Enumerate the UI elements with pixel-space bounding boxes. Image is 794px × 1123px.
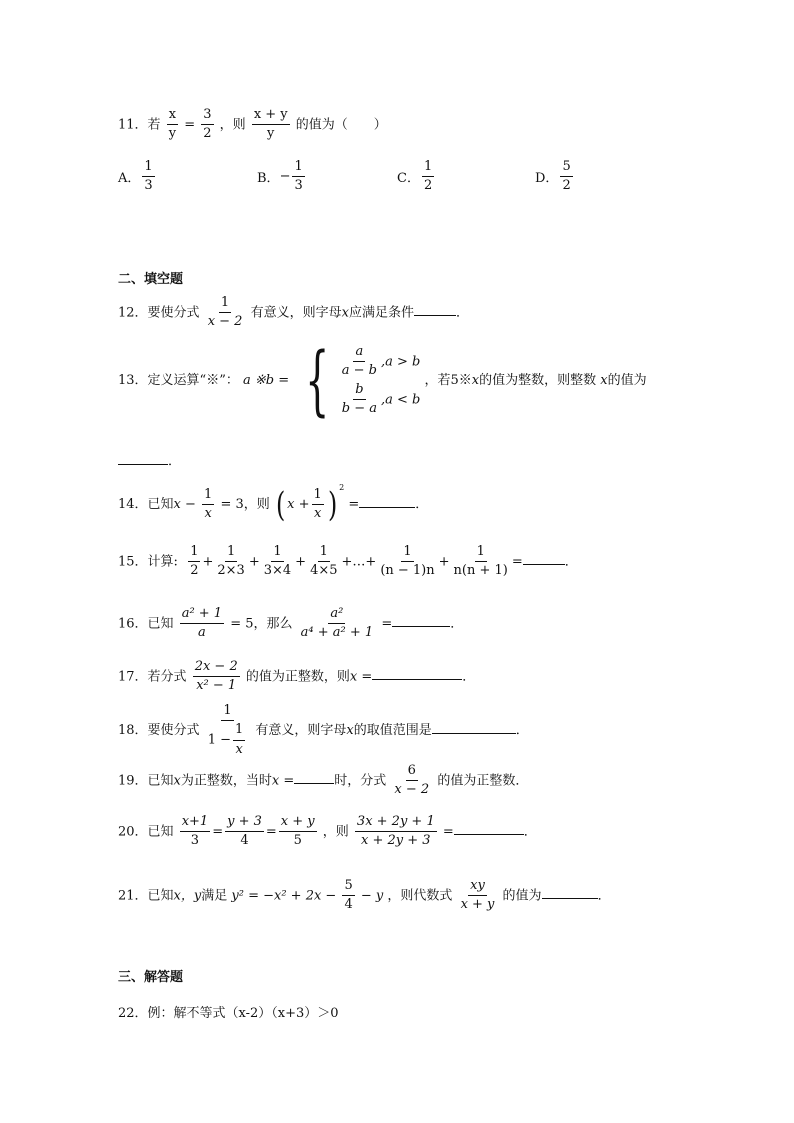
question-22: 22．例：解不等式（x-2）（x+3）＞0 xyxy=(118,1006,339,1021)
answer-blank-18[interactable] xyxy=(432,721,516,734)
question-11: 11．若 $\frac{x}{y}$ = $\frac{3}{2}$ ，则 $\frac{x + y}{y}$ 的值为（ ） xyxy=(118,107,387,142)
section-3-title: 三、解答题 xyxy=(118,970,184,985)
answer-blank-17[interactable] xyxy=(372,667,462,680)
answer-blank-14[interactable] xyxy=(359,495,415,508)
answer-blank-20[interactable] xyxy=(454,822,524,835)
question-19: 19．已知x为正整数，当时x = 时，分式 $\frac{6}{x - 2}$ 的值为正整数． xyxy=(118,763,529,798)
question-16: 16．已知 $\frac{\text{a² + 1}}{a}$ = 5，那么 $\frac{\text{a²}}{\text{a⁴ + a² + 1}}$ = ． xyxy=(118,606,464,641)
q11-frac1: $\frac{x}{y}$ xyxy=(168,107,177,142)
q11-option-c[interactable]: C． $\frac{1}{2}$ xyxy=(397,159,433,194)
q11-option-b[interactable]: B． − $\frac{1}{3}$ xyxy=(257,159,303,194)
answer-blank-13[interactable] xyxy=(118,452,168,465)
q13-cases: $\frac{a}{a - b}$ ,a > b $\frac{b}{b - a}$ ,a < b xyxy=(341,344,421,416)
question-17: 17．若分式 $\frac{2x - 2}{\text{x² − 1}}$ 的值为正整数，则x = ． xyxy=(118,659,476,694)
answer-blank-12[interactable] xyxy=(414,303,456,316)
q11-frac3: $\frac{x + y}{y}$ xyxy=(253,107,288,142)
q11-number: 11．若 xyxy=(118,117,161,133)
answer-blank-19[interactable] xyxy=(294,771,334,784)
open-paren-icon: ( xyxy=(275,484,286,525)
question-13: 13．定义运算“※”： a ※b = { $\frac{a}{a - b}$ ,a > b $\frac{b}{b - a}$ ,a < b ，若5※x的值为整数，则整数 x的值为 xyxy=(118,335,647,425)
answer-blank-21[interactable] xyxy=(542,886,598,899)
question-15: 15．计算: $\frac{1}{2}$ + $\frac{1}{2\times 3}$ + $\frac{1}{3\times 4}$ + $\frac{1}{4\times 5}$ +…+ $\frac{1}{(n - 1)n}$ + $\frac{1}{n(n + 1)}$ = ． xyxy=(118,544,578,579)
question-21: 21．已知x，y满足 y² = −x² + 2x − $\frac{5}{4}$ − y ，则代数式 $\frac{xy}{x + y}$ 的值为 ． xyxy=(118,878,611,913)
q13-answer-line: ． xyxy=(118,450,181,469)
section-2-title: 二、填空题 xyxy=(118,272,184,287)
q11-frac2: $\frac{3}{2}$ xyxy=(203,107,212,142)
question-12: 12．要使分式 $\frac{1}{x - 2}$ 有意义，则字母x应满足条件 ． xyxy=(118,295,469,330)
answer-blank-16[interactable] xyxy=(392,614,450,627)
question-20: 20．已知 $\frac{x+1}{3}$ = $\frac{y + 3}{4}$ = $\frac{x + y}{5}$ ，则 $\frac{3x + 2y + 1}{x + 2y + 3}$ = ． xyxy=(118,814,537,849)
question-18: 18．要使分式 1 1 − $\frac{1}{x}$ 有意义，则字母x的取值范围是 ． xyxy=(118,703,529,757)
q11-option-a[interactable]: A． $\frac{1}{3}$ xyxy=(118,159,153,194)
q11-option-d[interactable]: D． $\frac{5}{2}$ xyxy=(535,159,571,194)
brace-icon: { xyxy=(305,335,330,425)
answer-blank-15[interactable] xyxy=(523,552,565,565)
close-paren-icon: ) xyxy=(327,484,338,525)
question-14: 14．已知x − $\frac{1}{x}$ = 3，则 ( x + $\frac{1}{x}$ ) $^2$ = ． xyxy=(118,483,429,525)
